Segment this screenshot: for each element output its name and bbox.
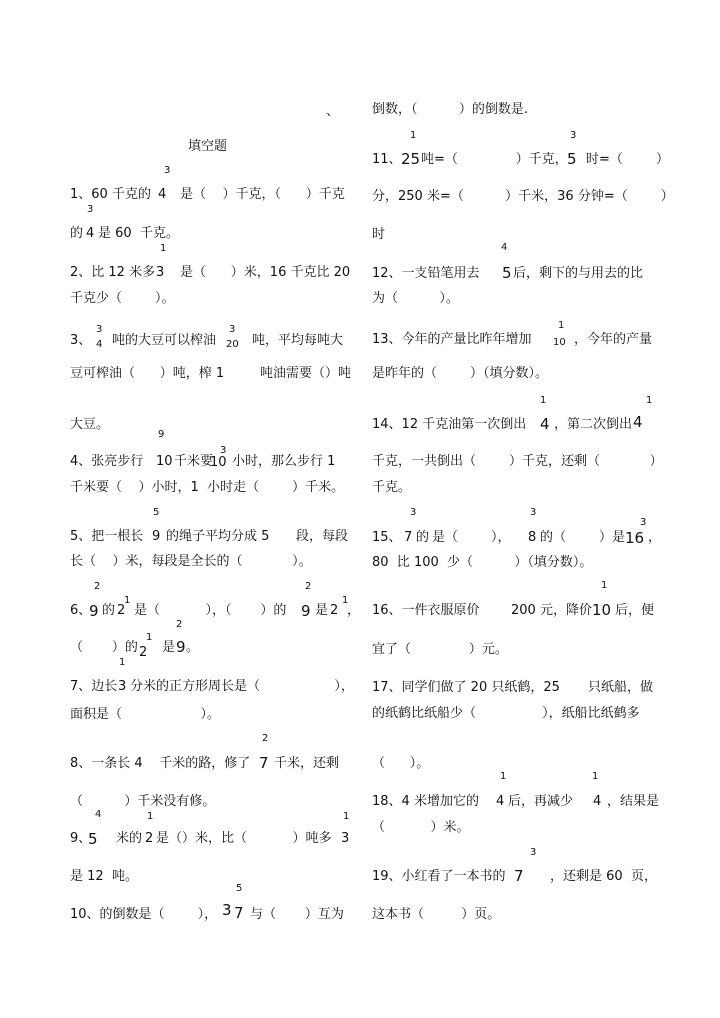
q16-text-b: 200 元，降价 bbox=[511, 603, 592, 618]
q6-frac3-den: 9 bbox=[301, 602, 311, 620]
q7-frac-num: 1 bbox=[119, 657, 126, 668]
q18-frac1-num: 1 bbox=[500, 771, 507, 782]
q15-whole: 16 bbox=[625, 529, 645, 547]
q4-frac2-den: 10 bbox=[210, 455, 227, 470]
q9-frac2-den: 2 bbox=[145, 831, 154, 846]
q2-text-a: 2、比 12 米多 bbox=[70, 265, 156, 280]
q4-text-d: 千米要（ ）小时，1 小时走（ ）千米。 bbox=[70, 480, 345, 495]
q6-text-g: 是 bbox=[162, 640, 176, 655]
q14-text-c: 千克，一共倒出（ ）千克，还剩（ ） bbox=[372, 454, 663, 469]
q3-text-d: 豆可榨油（ ）吨，榨 1 bbox=[70, 366, 225, 381]
q18-text-a: 18、4 米增加它的 bbox=[372, 794, 479, 809]
q10-frac-num: 5 bbox=[236, 883, 243, 894]
q13-text-b: ，今年的产量 bbox=[574, 332, 653, 347]
q14-frac1-num: 1 bbox=[540, 395, 547, 406]
q9-text-a: 9、 bbox=[70, 831, 92, 846]
q11-text-b: 吨=（ ）千克， bbox=[421, 152, 568, 167]
q14-frac2-num: 1 bbox=[646, 395, 653, 406]
q19-text-c: 这本书（ ）页。 bbox=[372, 907, 501, 922]
q11-text-e: 时 bbox=[372, 227, 386, 242]
q3-text-b: 吨的大豆可以榨油 bbox=[112, 333, 217, 348]
q11-frac2-den: 5 bbox=[567, 150, 577, 168]
q15-text-c: 是（ ）， bbox=[432, 530, 511, 545]
q6-frac5-num: 1 bbox=[146, 632, 153, 643]
q16-frac-num: 1 bbox=[601, 580, 608, 591]
q1-text-b: 是（ ）千克，（ ）千克 bbox=[180, 187, 345, 202]
q6-frac6-num: 2 bbox=[176, 619, 183, 630]
q16-text-d: 宜了（ ）元。 bbox=[372, 642, 508, 657]
q15-frac2-den: 8 bbox=[528, 530, 537, 545]
q6-frac5-den: 2 bbox=[139, 645, 148, 660]
q12-text-c: 为（ ）。 bbox=[372, 291, 459, 306]
q4-text-c: 小时，那么步行 1 bbox=[232, 454, 336, 469]
q14-text-a: 14、12 千克油第一次倒出 bbox=[372, 417, 527, 432]
q15-frac1-den: 7 bbox=[404, 530, 413, 545]
q5-frac-den: 9 bbox=[152, 529, 161, 544]
q18-text-b: 后，再减少 bbox=[508, 794, 574, 809]
q2-frac-den: 3 bbox=[156, 265, 165, 280]
q12-frac-den: 5 bbox=[502, 264, 512, 282]
q1-frac1-num: 3 bbox=[164, 165, 171, 176]
q10-text-a: 10、的倒数是（ ）， bbox=[70, 907, 218, 922]
q15-text-d: 的（ ）是 bbox=[540, 530, 626, 545]
q2-frac-num: 1 bbox=[160, 243, 167, 254]
q9-frac1-den: 5 bbox=[88, 830, 98, 848]
q3-text-c: 吨，平均每吨大 bbox=[252, 333, 344, 348]
q6-text-e: ， bbox=[347, 603, 361, 618]
q18-frac2-num: 1 bbox=[592, 771, 599, 782]
q18-text-c: ，结果是 bbox=[607, 794, 660, 809]
q13-text-c: 是昨年的（ ）（填分数）。 bbox=[372, 366, 549, 381]
q16-text-c: 后，便 bbox=[615, 603, 655, 618]
q3-text-a: 3、 bbox=[70, 333, 92, 348]
q4-text-b: 千米要 bbox=[174, 454, 214, 469]
q9-text-b: 米的 bbox=[116, 831, 143, 846]
q3-frac2-den: 20 bbox=[226, 339, 239, 350]
header-mark: 、 bbox=[326, 104, 340, 119]
q1-frac1-den: 4 bbox=[158, 187, 167, 202]
q6-text-h: 。 bbox=[186, 640, 200, 655]
q6-text-c: 是（ ），（ ）的 bbox=[134, 603, 287, 618]
q11-frac1-den: 25 bbox=[401, 150, 421, 168]
q6-frac2-den: 2 bbox=[117, 603, 126, 618]
q11-frac1-num: 1 bbox=[410, 130, 417, 141]
q4-frac2-num: 3 bbox=[220, 445, 227, 456]
q6-frac1-num: 2 bbox=[94, 581, 101, 592]
q19-frac-num: 3 bbox=[530, 847, 537, 858]
q15-text-f: 80 比 100 少（ ）（填分数）。 bbox=[372, 555, 593, 570]
q15-frac2-num: 3 bbox=[530, 507, 537, 518]
q6-frac4-num: 1 bbox=[342, 595, 349, 606]
q15-whole-sup: 3 bbox=[640, 517, 647, 528]
q6-frac1-den: 9 bbox=[89, 602, 99, 620]
q3-frac1-num: 3 bbox=[96, 324, 103, 335]
q17-text-a: 17、同学们做了 20 只纸鹤，25 bbox=[372, 680, 560, 695]
q9-frac3-den: 3 bbox=[341, 831, 350, 846]
q7-text-b: 分米的正方形周长是（ ）， bbox=[130, 679, 354, 694]
q2-text-c: 千克少（ ）。 bbox=[70, 291, 175, 306]
q10-frac-den: 7 bbox=[234, 904, 244, 922]
q15-text-b: 的 bbox=[416, 530, 430, 545]
q19-text-a: 19、小红看了一本书的 bbox=[372, 869, 506, 884]
q12-text-a: 12、一支铅笔用去 bbox=[372, 266, 480, 281]
q16-frac-den: 10 bbox=[592, 601, 612, 619]
q1-frac2-den: 4 bbox=[86, 226, 95, 241]
q4-text-a: 4、张亮步行 bbox=[70, 454, 144, 469]
q5-text-b: 的绳子平均分成 5 bbox=[166, 529, 270, 544]
q10-cont-text: 倒数，（ ）的倒数是. bbox=[372, 102, 528, 117]
q13-text-a: 13、今年的产量比昨年增加 bbox=[372, 332, 532, 347]
q14-frac1-den: 4 bbox=[540, 415, 550, 433]
q2-text-b: 是（ ）米，16 千克比 20 bbox=[180, 265, 351, 280]
q6-text-f: （ ）的 bbox=[70, 640, 138, 655]
q11-frac2-num: 3 bbox=[570, 130, 577, 141]
q15-text-e: ， bbox=[648, 530, 662, 545]
q6-frac2-num: 1 bbox=[124, 595, 131, 606]
q6-text-d: 是 bbox=[315, 603, 329, 618]
q3-text-e: 吨油需要（）吨 bbox=[260, 366, 352, 381]
q14-frac2-den: 4 bbox=[633, 413, 643, 431]
q4-frac1-num: 9 bbox=[158, 429, 165, 440]
q14-text-d: 千克。 bbox=[372, 480, 412, 495]
q9-text-d: 是 12 吨。 bbox=[70, 869, 138, 884]
q13-frac-den: 10 bbox=[553, 337, 566, 348]
q5-text-a: 5、把一根长 bbox=[70, 529, 144, 544]
q3-text-f: 大豆。 bbox=[70, 417, 110, 432]
q7-text-a: 7、边长 bbox=[70, 679, 118, 694]
q1-frac2-num: 3 bbox=[87, 204, 94, 215]
q11-text-a: 11、 bbox=[372, 152, 402, 167]
q8-text-c: （ ）千米没有修。 bbox=[70, 794, 216, 809]
q4-frac1-den: 10 bbox=[156, 454, 173, 469]
q9-frac1-num: 4 bbox=[95, 809, 102, 820]
q13-frac-num: 1 bbox=[558, 320, 565, 331]
q6-text-b: 的 bbox=[102, 603, 116, 618]
q17-text-b: 只纸船，做 bbox=[588, 680, 654, 695]
q17-text-d: （ ）。 bbox=[372, 756, 430, 771]
q9-text-c: 是（）米，比（ ）吨多 bbox=[156, 831, 332, 846]
q6-frac6-den: 9 bbox=[176, 638, 186, 656]
q6-frac3-num: 2 bbox=[305, 581, 312, 592]
q3-frac2-num: 3 bbox=[229, 324, 236, 335]
q5-text-c: 段，每段 bbox=[296, 529, 349, 544]
q11-text-d: 分，250 米=（ ）千米，36 分钟=（ ） bbox=[372, 189, 674, 204]
q18-frac1-den: 4 bbox=[496, 794, 505, 809]
q14-text-b: ，第二次倒出 bbox=[554, 417, 633, 432]
q12-text-b: 后，剩下的与用去的比 bbox=[513, 266, 644, 281]
q6-frac4-den: 2 bbox=[330, 603, 339, 618]
q8-frac-num: 2 bbox=[262, 733, 269, 744]
q12-frac-num: 4 bbox=[501, 242, 508, 253]
q8-frac-den: 7 bbox=[259, 754, 269, 772]
q1-text-a: 1、60 千克的 bbox=[70, 187, 151, 202]
section-title: 填空题 bbox=[188, 139, 228, 154]
q5-text-d: 长（ ）米，每段是全长的（ ）。 bbox=[70, 554, 312, 569]
q15-text-a: 15、 bbox=[372, 530, 402, 545]
q5-frac-num: 5 bbox=[153, 507, 160, 518]
q17-text-c: 的纸鹤比纸船少（ ），纸船比纸鹤多 bbox=[372, 706, 640, 721]
q6-text-a: 6、 bbox=[70, 603, 92, 618]
q3-frac1-den: 4 bbox=[96, 339, 103, 350]
q11-text-c: 时=（ ） bbox=[586, 152, 669, 167]
q16-text-a: 16、一件衣服原价 bbox=[372, 603, 480, 618]
q9-frac3-num: 1 bbox=[343, 811, 350, 822]
q18-frac2-den: 4 bbox=[593, 794, 602, 809]
q10-text-b: 与（ ）互为 bbox=[250, 907, 344, 922]
q19-text-b: ，还剩是 60 页， bbox=[550, 869, 657, 884]
q1-text-d: 是 60 千克。 bbox=[98, 226, 179, 241]
q8-text-b: 千米，还剩 bbox=[274, 756, 340, 771]
q9-frac2-num: 1 bbox=[147, 811, 154, 822]
q10-whole: 3 bbox=[222, 901, 232, 919]
q19-frac-den: 7 bbox=[514, 867, 524, 885]
q7-text-c: 面积是（ ）。 bbox=[70, 707, 221, 722]
q18-text-d: （ ）米。 bbox=[372, 820, 470, 835]
q8-text-a: 8、一条长 4 千米的路，修了 bbox=[70, 756, 251, 771]
q1-text-c: 的 bbox=[70, 226, 84, 241]
q15-frac1-num: 3 bbox=[410, 507, 417, 518]
q7-frac-den: 3 bbox=[118, 679, 127, 694]
